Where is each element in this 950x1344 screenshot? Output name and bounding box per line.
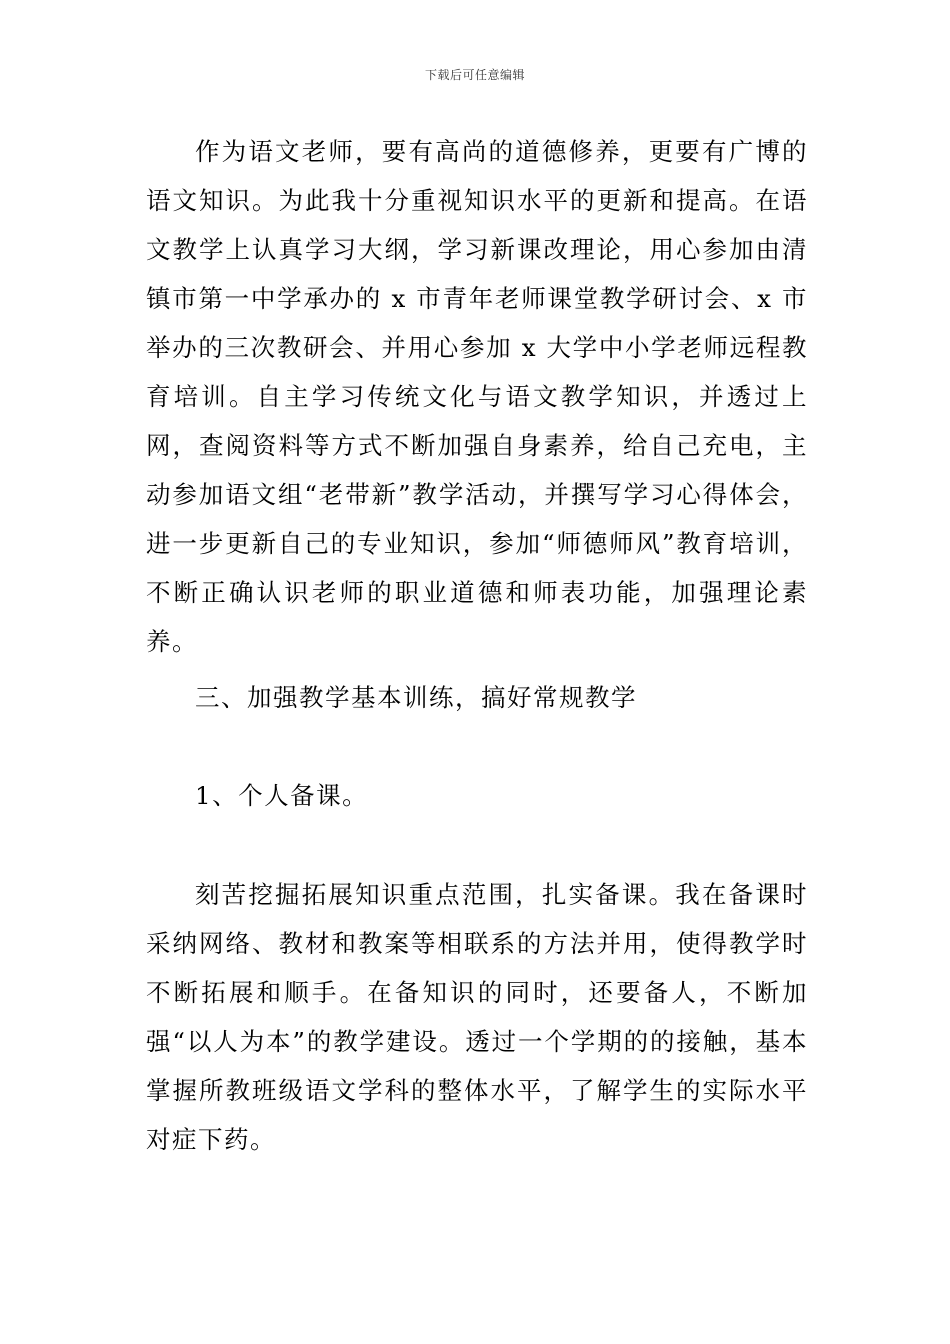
- paragraph-lesson-prep: 刻苦挖掘拓展知识重点范围，扎实备课。我在备课时采纳网络、教材和教案等相联系的方法并用，使得教学时不断拓展和顺手。在备知识的同时，还要备人，不断加强“以人为本”的教学建设。透过一个学期的的接触，基本掌握所教班级语文学科的整体水平，了解学生的实际水平对症下药。: [146, 880, 808, 1154]
- subheading-lesson-prep: 1、个人备课。: [195, 781, 369, 810]
- header-note: 下载后可任意编辑: [424, 68, 525, 82]
- paragraph-moral-knowledge: 作为语文老师，要有高尚的道德修养，更要有广博的语文知识。为此我十分重视知识水平的更新和提高。在语文教学上认真学习大纲，学习新课改理论，用心参加由清镇市第一中学承办的 x 市青年老师课堂教学研讨会、x 市举办的三次教研会、并用心参加 x 大学中小学老师远程教育培训。自主学习传统文化与语文教学知识，并透过上网，查阅资料等方式不断加强自身素养，给自己充电，主动参加语文组“老带新”教学活动，并撰写学习心得体会，进一步更新自己的专业知识，参加“师德师风”教育培训，不断正确认识老师的职业道德和师表功能，加强理论素养。: [146, 137, 808, 656]
- section-heading-3: 三、加强教学基本训练，搞好常规教学: [195, 683, 637, 712]
